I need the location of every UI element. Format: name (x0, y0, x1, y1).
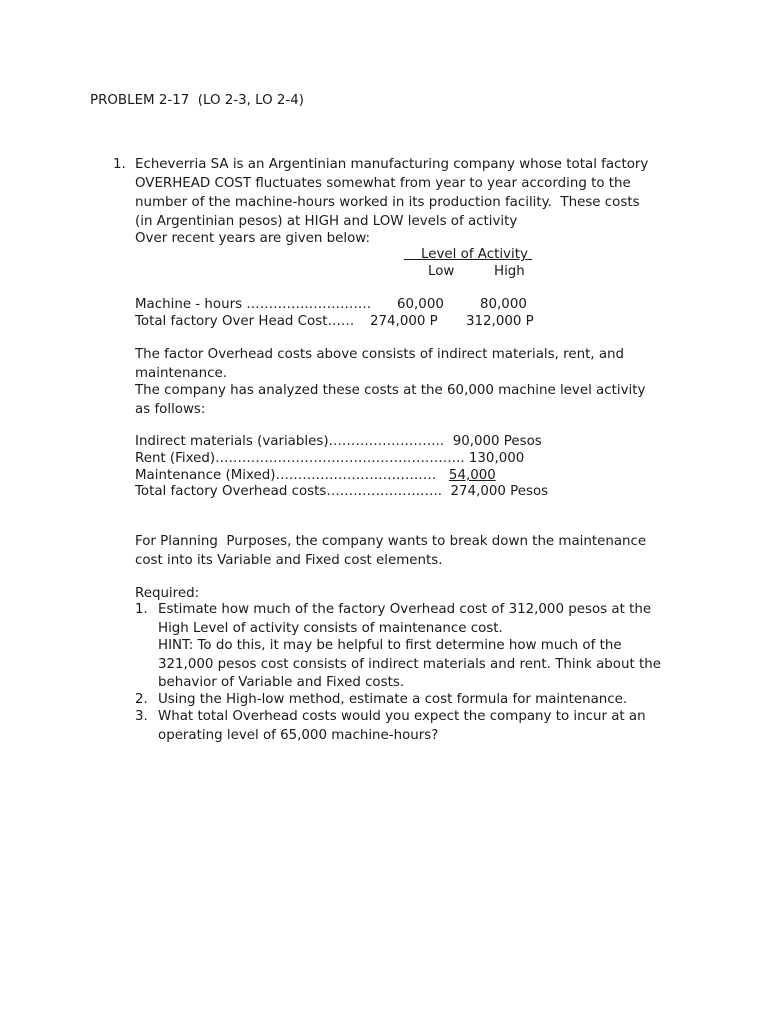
cost-line (135, 467, 496, 484)
paragraph-line: cost into its Variable and Fixed cost elements. (135, 553, 443, 568)
paragraph-line: The company has analyzed these costs at the 60,000 machine level activity (135, 383, 646, 398)
table-cell-high: 80,000 (480, 297, 527, 312)
table-row-label: Machine - hours ………………………. (135, 297, 372, 312)
required-line: Using the High-low method, estimate a cost formula for maintenance. (158, 692, 628, 707)
table-cell-high: 312,000 P (466, 314, 534, 329)
required-line: High Level of activity consists of maintenance cost. (158, 621, 503, 636)
paragraph-line: The factor Overhead costs above consists of indirect materials, rent, and (135, 347, 625, 362)
required-label: Required: (135, 586, 200, 601)
required-number: 1. (135, 602, 148, 617)
activity-table-header: Level of Activity (404, 247, 533, 262)
intro-line: (in Argentinian pesos) at HIGH and LOW levels of activity (135, 214, 518, 229)
cost-line: Indirect materials (variables)…………………….. 90,000 Pesos (135, 434, 542, 449)
required-number: 3. (135, 709, 148, 724)
intro-line: number of the machine-hours worked in its production facility. These costs (135, 195, 640, 210)
table-cell-low: 274,000 P (370, 314, 438, 329)
column-header-high: High (494, 264, 525, 279)
problem-title: PROBLEM 2-17 (LO 2-3, LO 2-4) (90, 93, 305, 108)
maintenance-value: 54,000 (448, 468, 496, 483)
table-cell-low: 60,000 (397, 297, 444, 312)
required-number: 2. (135, 692, 148, 707)
cost-line: Total factory Overhead costs…………………….. 274,000 Pesos (135, 484, 549, 499)
paragraph-line: maintenance. (135, 366, 227, 381)
column-header-low: Low (428, 264, 455, 279)
intro-line: OVERHEAD COST fluctuates somewhat from year to year according to the (135, 176, 631, 191)
list-number: 1. (113, 157, 126, 172)
required-line: behavior of Variable and Fixed costs. (158, 675, 405, 690)
intro-line: Echeverria SA is an Argentinian manufacturing company whose total factory (135, 157, 649, 172)
required-line: HINT: To do this, it may be helpful to first determine how much of the (158, 638, 622, 653)
cost-line-label: Maintenance (Mixed)……………………………… (135, 468, 449, 483)
cost-line: Rent (Fixed)……………………………………………….. 130,000 (135, 451, 525, 466)
required-line: operating level of 65,000 machine-hours? (158, 728, 439, 743)
intro-line: Over recent years are given below: (135, 231, 371, 246)
table-row-label: Total factory Over Head Cost…… (135, 314, 355, 329)
paragraph-line: For Planning Purposes, the company wants to break down the maintenance (135, 534, 647, 549)
required-line: Estimate how much of the factory Overhead cost of 312,000 pesos at the (158, 602, 652, 617)
required-line: 321,000 pesos cost consists of indirect materials and rent. Think about the (158, 657, 661, 672)
required-line: What total Overhead costs would you expect the company to incur at an (158, 709, 646, 724)
paragraph-line: as follows: (135, 402, 206, 417)
